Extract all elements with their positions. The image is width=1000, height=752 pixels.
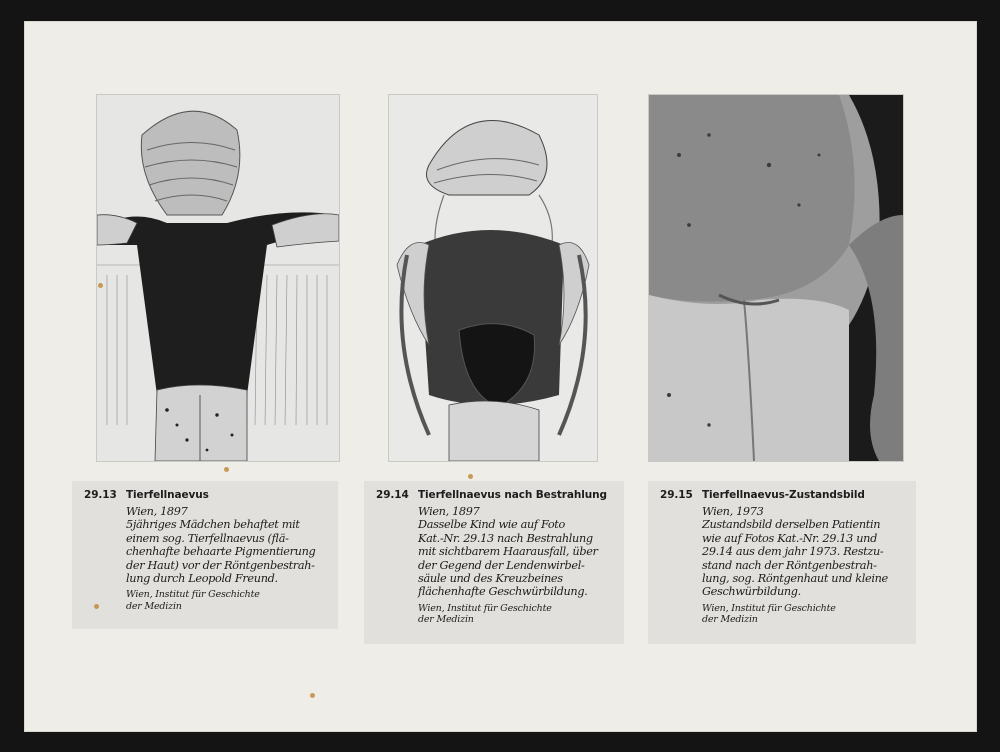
exhibition-board	[24, 21, 977, 732]
caption-source: Wien, Institut für Geschichte der Medizin	[126, 589, 260, 612]
catalog-number: 29.13	[84, 489, 117, 501]
foxing-spot	[468, 474, 473, 479]
photo-zustandsbild	[648, 94, 904, 462]
foxing-spot	[310, 693, 315, 698]
engraving-child-back-icon	[97, 95, 339, 461]
catalog-number: 29.14	[376, 489, 409, 501]
photo-tierfellnaevus	[96, 94, 340, 462]
caption-29-13	[72, 481, 338, 629]
engraving-child-after-irradiation-icon	[389, 95, 597, 461]
place-year: Wien, 1897	[126, 505, 188, 518]
place-year: Wien, 1973	[702, 505, 764, 518]
caption-source: Wien, Institut für Geschichte der Medizin	[702, 602, 836, 626]
caption-title: Tierfellnaevus nach Bestrahlung	[418, 489, 607, 501]
caption-description: Dasselbe Kind wie auf Foto Kat.-Nr. 29.13 nach Bestrahlung mit sichtbarem Haarausfall, über der Gegend der Lendenwirbel- säule und des Kreuzbeines flächenhafte Geschwürbildung.	[418, 518, 598, 599]
caption-description: 5jähriges Mädchen behaftet mit einem sog. Tierfellnaevus (flä- chenhafte behaarte Pigmentierung der Haut) vor der Röntgenbestrah- lung durch Leopold Freund.	[126, 518, 316, 586]
foxing-spot	[94, 604, 99, 609]
photo-nach-bestrahlung	[388, 94, 598, 462]
foxing-spot	[98, 283, 103, 288]
caption-description: Zustandsbild derselben Patientin wie auf Fotos Kat.-Nr. 29.13 und 29.14 aus dem jahr 1973. Restzu- stand nach der Röntgenbestrah- lung, sog. Röntgenhaut und kleine Geschwürbildung.	[702, 518, 888, 599]
caption-29-14	[364, 481, 624, 644]
caption-source: Wien, Institut für Geschichte der Medizin	[418, 602, 552, 626]
caption-title: Tierfellnaevus-Zustandsbild	[702, 489, 865, 501]
foxing-spot	[224, 467, 229, 472]
caption-title: Tierfellnaevus	[126, 489, 209, 501]
caption-29-15	[648, 481, 916, 644]
place-year: Wien, 1897	[418, 505, 480, 518]
caption-heading	[376, 489, 614, 501]
caption-heading	[84, 489, 328, 501]
photograph-adult-back-icon	[649, 95, 903, 461]
catalog-number: 29.15	[660, 489, 693, 501]
caption-heading	[660, 489, 906, 501]
